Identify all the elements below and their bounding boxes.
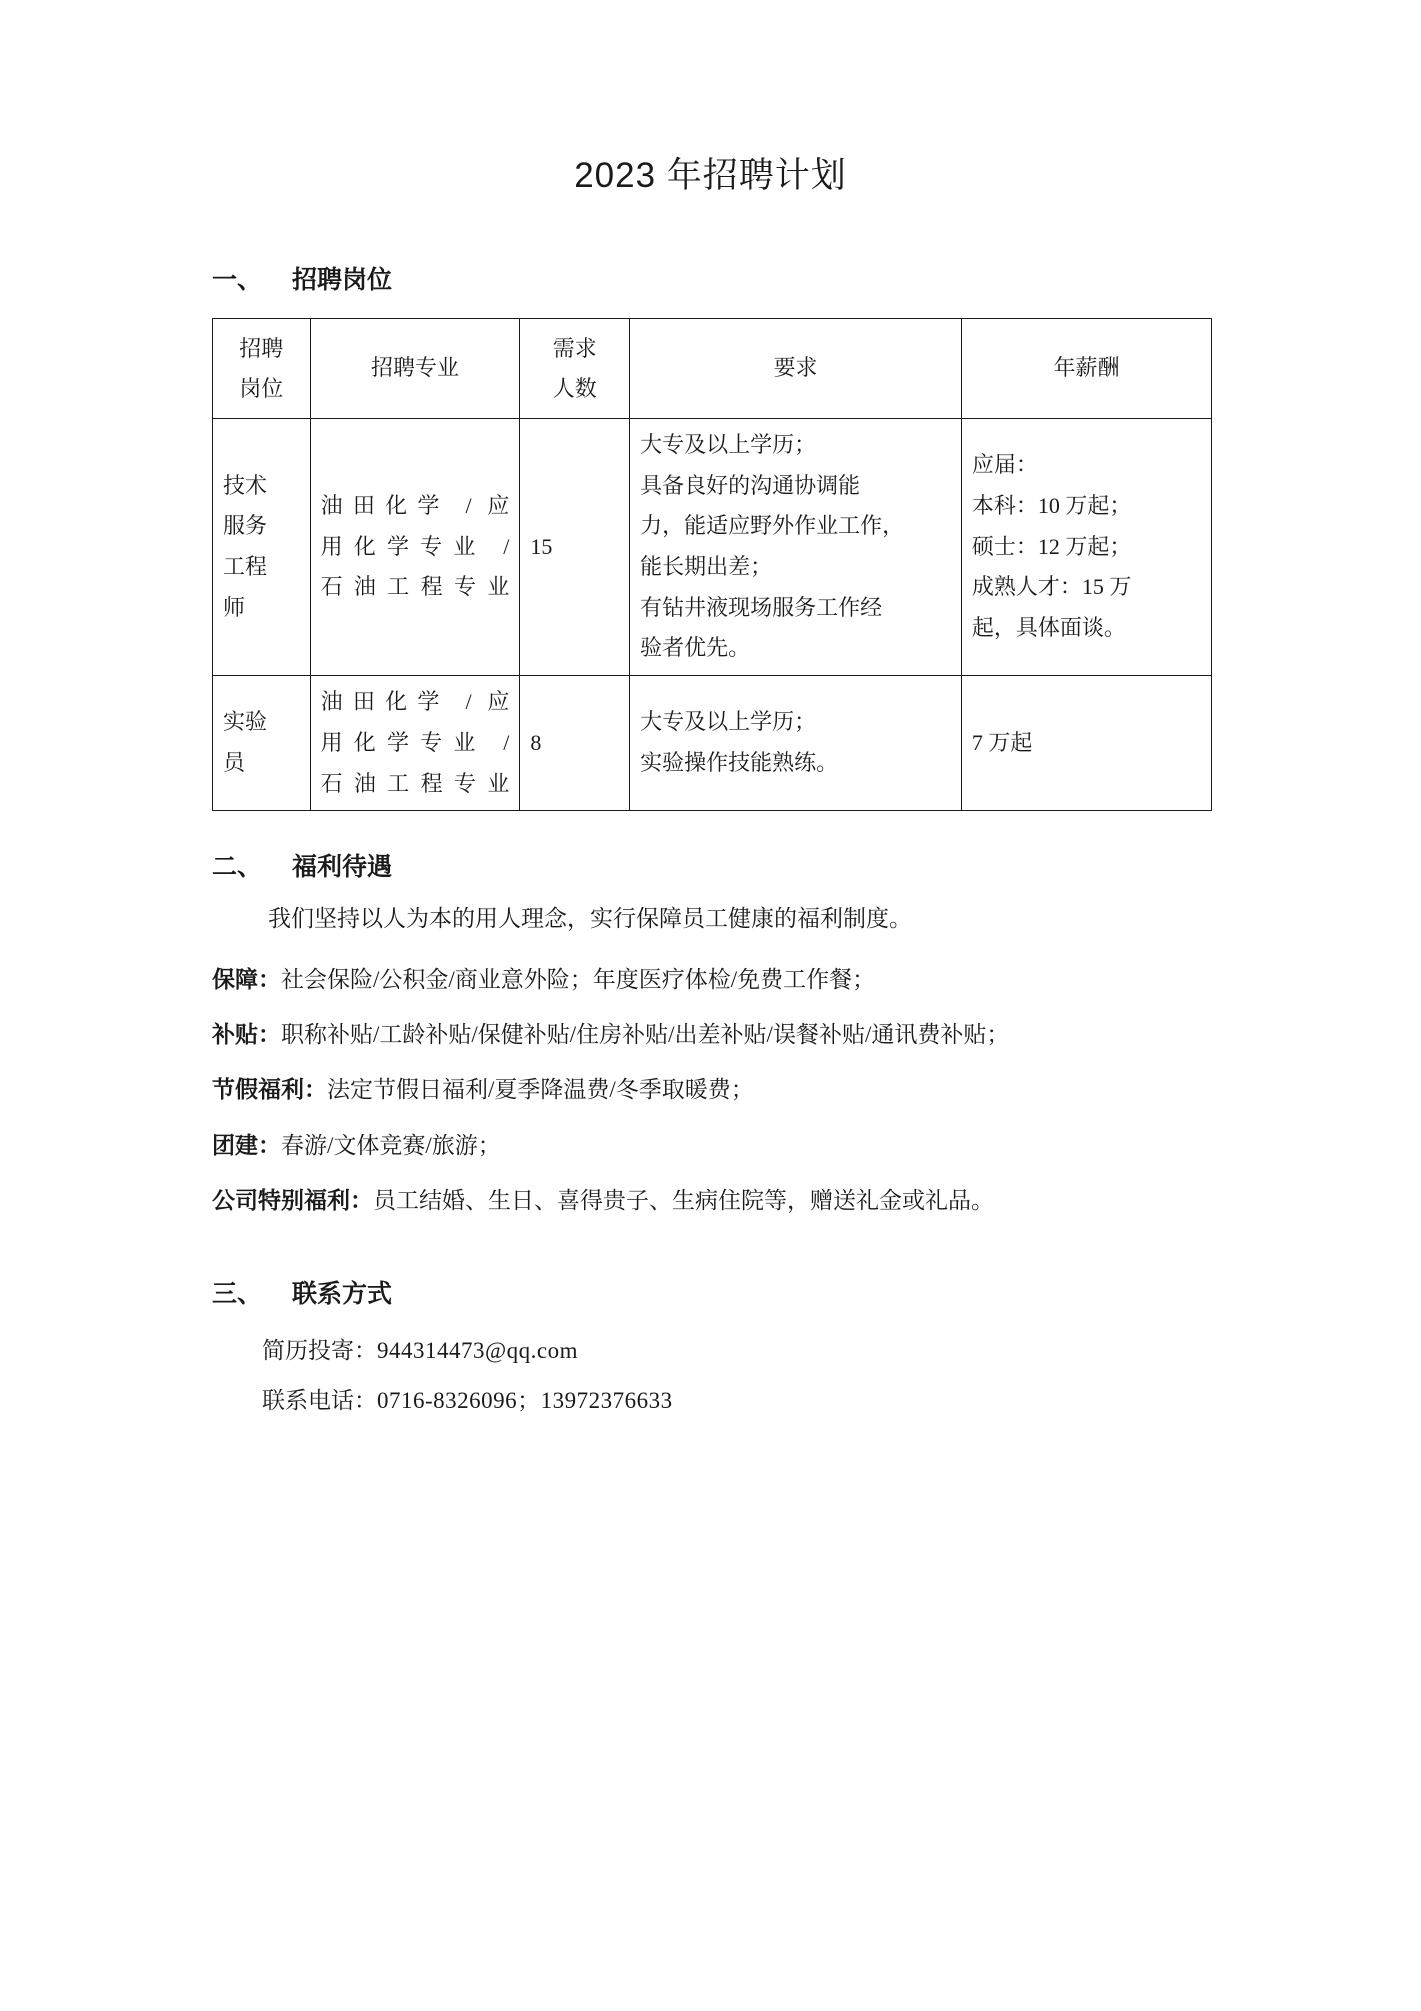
contact-phone-line: [0, 1376, 1421, 1426]
benefit-item-teambuilding: [0, 1118, 1421, 1173]
benefit-item-allowance: [0, 1007, 1421, 1062]
section-2-number: 二、: [212, 853, 263, 882]
cell-position: 实验 员: [213, 676, 311, 811]
cell-salary: 7 万起: [961, 676, 1211, 811]
benefit-item-holiday: [0, 1062, 1421, 1117]
benefit-value: 员工结婚、生日、喜得贵子、生病住院等，赠送礼金或礼品。: [373, 1187, 994, 1213]
cell-major: 油田化学 / 应 用化学专业 / 石油工程专业: [310, 676, 520, 811]
section-3-label: 联系方式: [292, 1279, 393, 1308]
benefits-intro: 我们坚持以人为本的用人理念，实行保障员工健康的福利制度。: [268, 906, 912, 932]
column-header-requirement: 要求: [630, 319, 962, 419]
benefit-item-special: [0, 1173, 1421, 1228]
section-1-label: 招聘岗位: [292, 266, 393, 294]
benefit-value: 社会保险/公积金/商业意外险；年度医疗体检/免费工作餐；: [281, 967, 876, 993]
benefit-sep: ：: [304, 1076, 327, 1103]
benefit-sep: ：: [258, 1131, 281, 1158]
section-2-label: 福利待遇: [292, 853, 393, 882]
cell-major: 油田化学 / 应 用化学专业 / 石油工程专业: [310, 419, 520, 676]
benefit-sep: ：: [258, 1021, 281, 1048]
contact-phone-label: 联系电话：: [262, 1388, 377, 1413]
contact-phone-value[interactable]: 0716-8326096；13972376633: [377, 1388, 673, 1413]
section-1-number: 一、: [212, 266, 263, 294]
contact-email-value[interactable]: 944314473@qq.com: [377, 1337, 579, 1363]
column-header-major: 招聘专业: [310, 319, 520, 419]
recruitment-table: [212, 318, 1212, 811]
cell-count: 8: [520, 676, 630, 811]
benefit-sep: ：: [350, 1186, 373, 1213]
benefit-value: 法定节假日福利/夏季降温费/冬季取暖费；: [327, 1077, 754, 1103]
table-row: [213, 419, 1212, 676]
cell-count: 15: [520, 419, 630, 676]
column-header-salary: 年薪酬: [961, 319, 1211, 419]
section-heading-contact: [0, 1228, 1421, 1326]
contact-email-label: 简历投寄：: [262, 1337, 377, 1363]
contact-email-line: [0, 1326, 1421, 1376]
section-3-number: 三、: [212, 1279, 263, 1308]
cell-requirement: 大专及以上学历； 实验操作技能熟练。: [630, 676, 962, 811]
cell-requirement: 大专及以上学历； 具备良好的沟通协调能 力，能适应野外作业工作， 能长期出差； 有钻井液现场服务工作经 验者优先。: [630, 419, 962, 676]
section-heading-benefits: [0, 811, 1421, 899]
benefit-value: 职称补贴/工龄补贴/保健补贴/住房补贴/出差补贴/误餐补贴/通讯费补贴；: [281, 1022, 1010, 1048]
table-row: [213, 676, 1212, 811]
cell-salary: 应届： 本科：10 万起； 硕士：12 万起； 成熟人才：15 万 起，具体面谈。: [961, 419, 1211, 676]
table-header-row: [213, 319, 1212, 419]
section-heading-positions: [0, 198, 1421, 318]
column-header-count: 需求 人数: [520, 319, 630, 419]
benefit-item-insurance: [0, 952, 1421, 1007]
benefit-label: 补贴: [212, 1021, 258, 1048]
benefit-sep: ：: [258, 966, 281, 993]
benefit-label: 保障: [212, 966, 258, 993]
column-header-position: 招聘 岗位: [213, 319, 311, 419]
benefit-label: 团建: [212, 1131, 258, 1158]
benefit-value: 春游/文体竞赛/旅游；: [281, 1132, 501, 1158]
cell-position: 技术 服务 工程 师: [213, 419, 311, 676]
benefit-label: 公司特别福利: [212, 1186, 350, 1213]
page-title: 2023 年招聘计划: [574, 156, 847, 195]
benefit-label: 节假福利: [212, 1076, 304, 1103]
